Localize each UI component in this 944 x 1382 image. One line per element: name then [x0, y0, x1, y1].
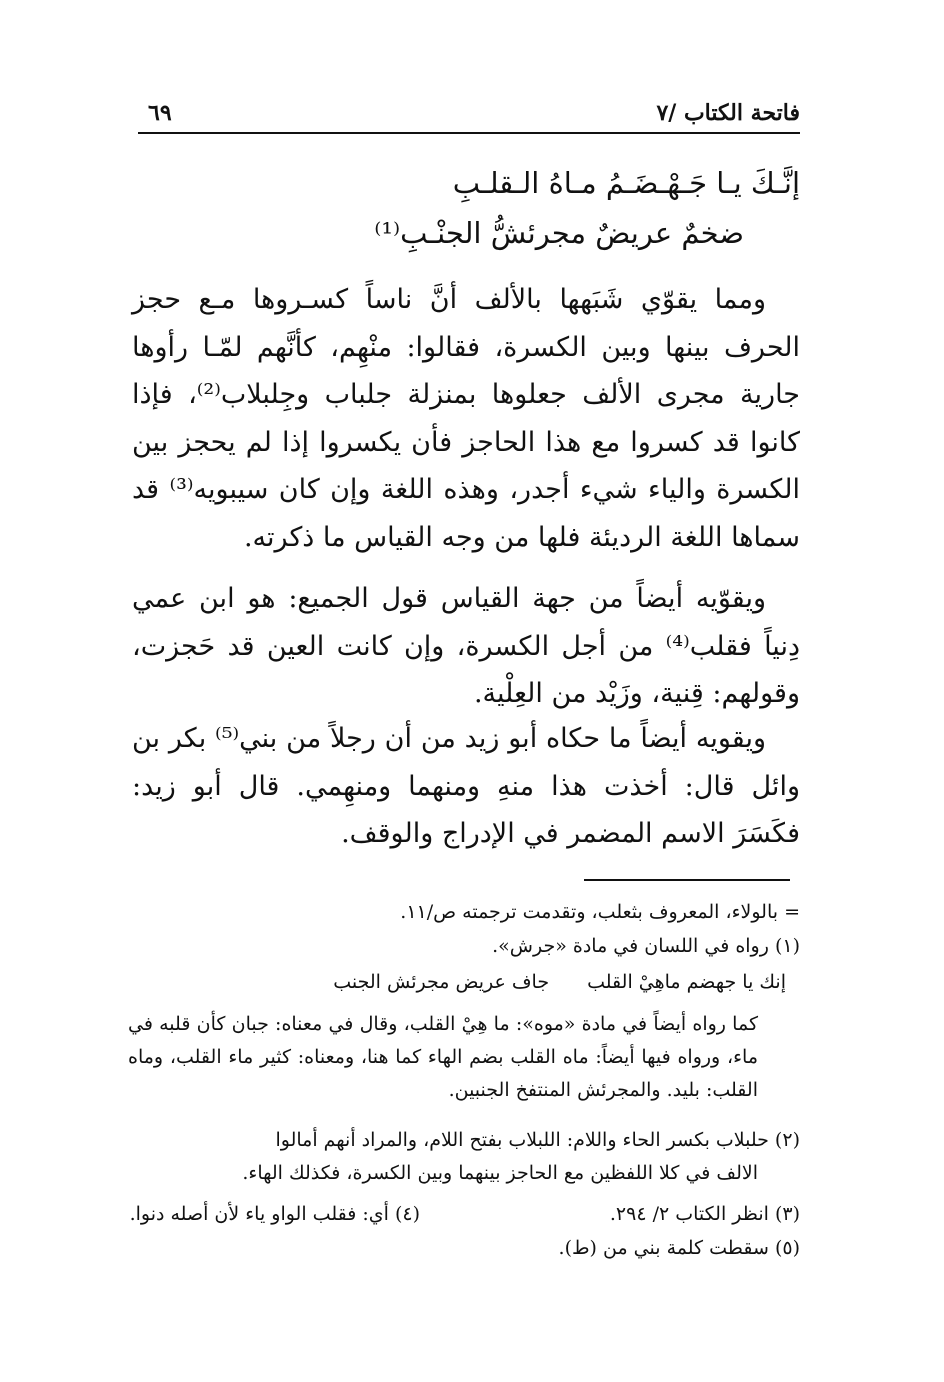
footnote-5: (٥) سقطت كلمة بني من (ط). — [558, 1237, 800, 1259]
footnote-rule — [584, 879, 790, 881]
page-number: ٦٩ — [148, 100, 172, 126]
running-title: فاتحة الكتاب /٧ — [656, 100, 800, 126]
footnote-1-verse-first-half: إنك يا جهضم ماهِيْ القلب — [587, 971, 786, 993]
footnote-4: (٤) أي: فقلب الواو ياء لأن أصله دنوا. — [129, 1203, 420, 1225]
footnote-1-intro: (١) رواه في اللسان في مادة «جرش». — [492, 935, 800, 957]
page-header — [138, 96, 800, 132]
paragraph-1: ومما يقوّي شَبَهها بالألف أنَّ ناساً كسـروها مـع حجز الحرف بينها وبين الكسرة، فقالوا: منْهِم، كأنَّهم لمّـا رأوها جارية مجرى الألف جعلوها بمنزلة جلباب وجِلبلاب⁽²⁾، فإذا كانوا قد كسروا مع هذا الحاجز فأن يكسروا إذا لم يحجز بين الكسرة والياء شيء أجدر، وهذه اللغة وإن كان سيبويه⁽³⁾ قد سماها اللغة الرديئة فلها من وجه القياس ما ذكرته. — [132, 284, 801, 553]
paragraph-2: ويقوّيه أيضاً من جهة القياس قول الجميع: هو ابن عمي دِنياً فقلب⁽⁴⁾ من أجل الكسرة، وإن كانت العين قد حَجزت، وقولهم: قِنية، وزَيْد من العِلْية. — [132, 583, 800, 709]
paragraph-3: ويقويه أيضاً ما حكاه أبو زيد من أن رجلاً من بني⁽⁵⁾ بكر بن وائل قال: أخذت هذا منهِ ومنهما ومنهِمي. قال أبو زيد: فكَسَرَ الاسم المضمر في الإدراج والوقف. — [132, 723, 800, 849]
footnote-2-line-1: (٢) حلبلاب بكسر الحاء واللام: اللبلاب بفتح اللام، والمراد أنهم أمالوا — [275, 1129, 800, 1151]
footnote-1-body: كما رواه أيضاً في مادة «موه»: ما هِيْ القلب، وقال في معناه: جبان كأن قلبه في ماء، ورواه فيها أيضاً: ماه القلب بضم الهاء كما هنا، ومعناه: كثير ماء القلب، وماه القلب: بليد. والمجرئش المنتفخ الجنبين. — [128, 1013, 758, 1101]
footnote-continuation: = بالولاء، المعروف بثعلب، وتقدمت ترجمته ص/١١. — [400, 901, 800, 923]
footnote-3: (٣) انظر الكتاب ٢/ ٢٩٤. — [609, 1203, 800, 1225]
footnote-2-line-2: الالف في كلا اللفظين مع الحاجز بينهما وبين الكسرة، فكذلك الهاء. — [242, 1162, 758, 1184]
verse-line-2: ضخمٌ عريضٌ مجرئشُّ الجنْـبِ⁽¹⁾ — [374, 216, 744, 250]
footnote-1-verse — [333, 966, 786, 999]
footnote-1-verse-second-half: جاف عريض مجرئش الجنب — [333, 971, 550, 993]
footnotes-3-4-row — [128, 1198, 800, 1231]
verse-line-1: إنَّـكَ يـا جَـهْـضَـمُ مـاهُ الـقلـبِ — [452, 166, 800, 200]
footnote-2 — [128, 1124, 800, 1190]
header-rule — [138, 132, 800, 134]
